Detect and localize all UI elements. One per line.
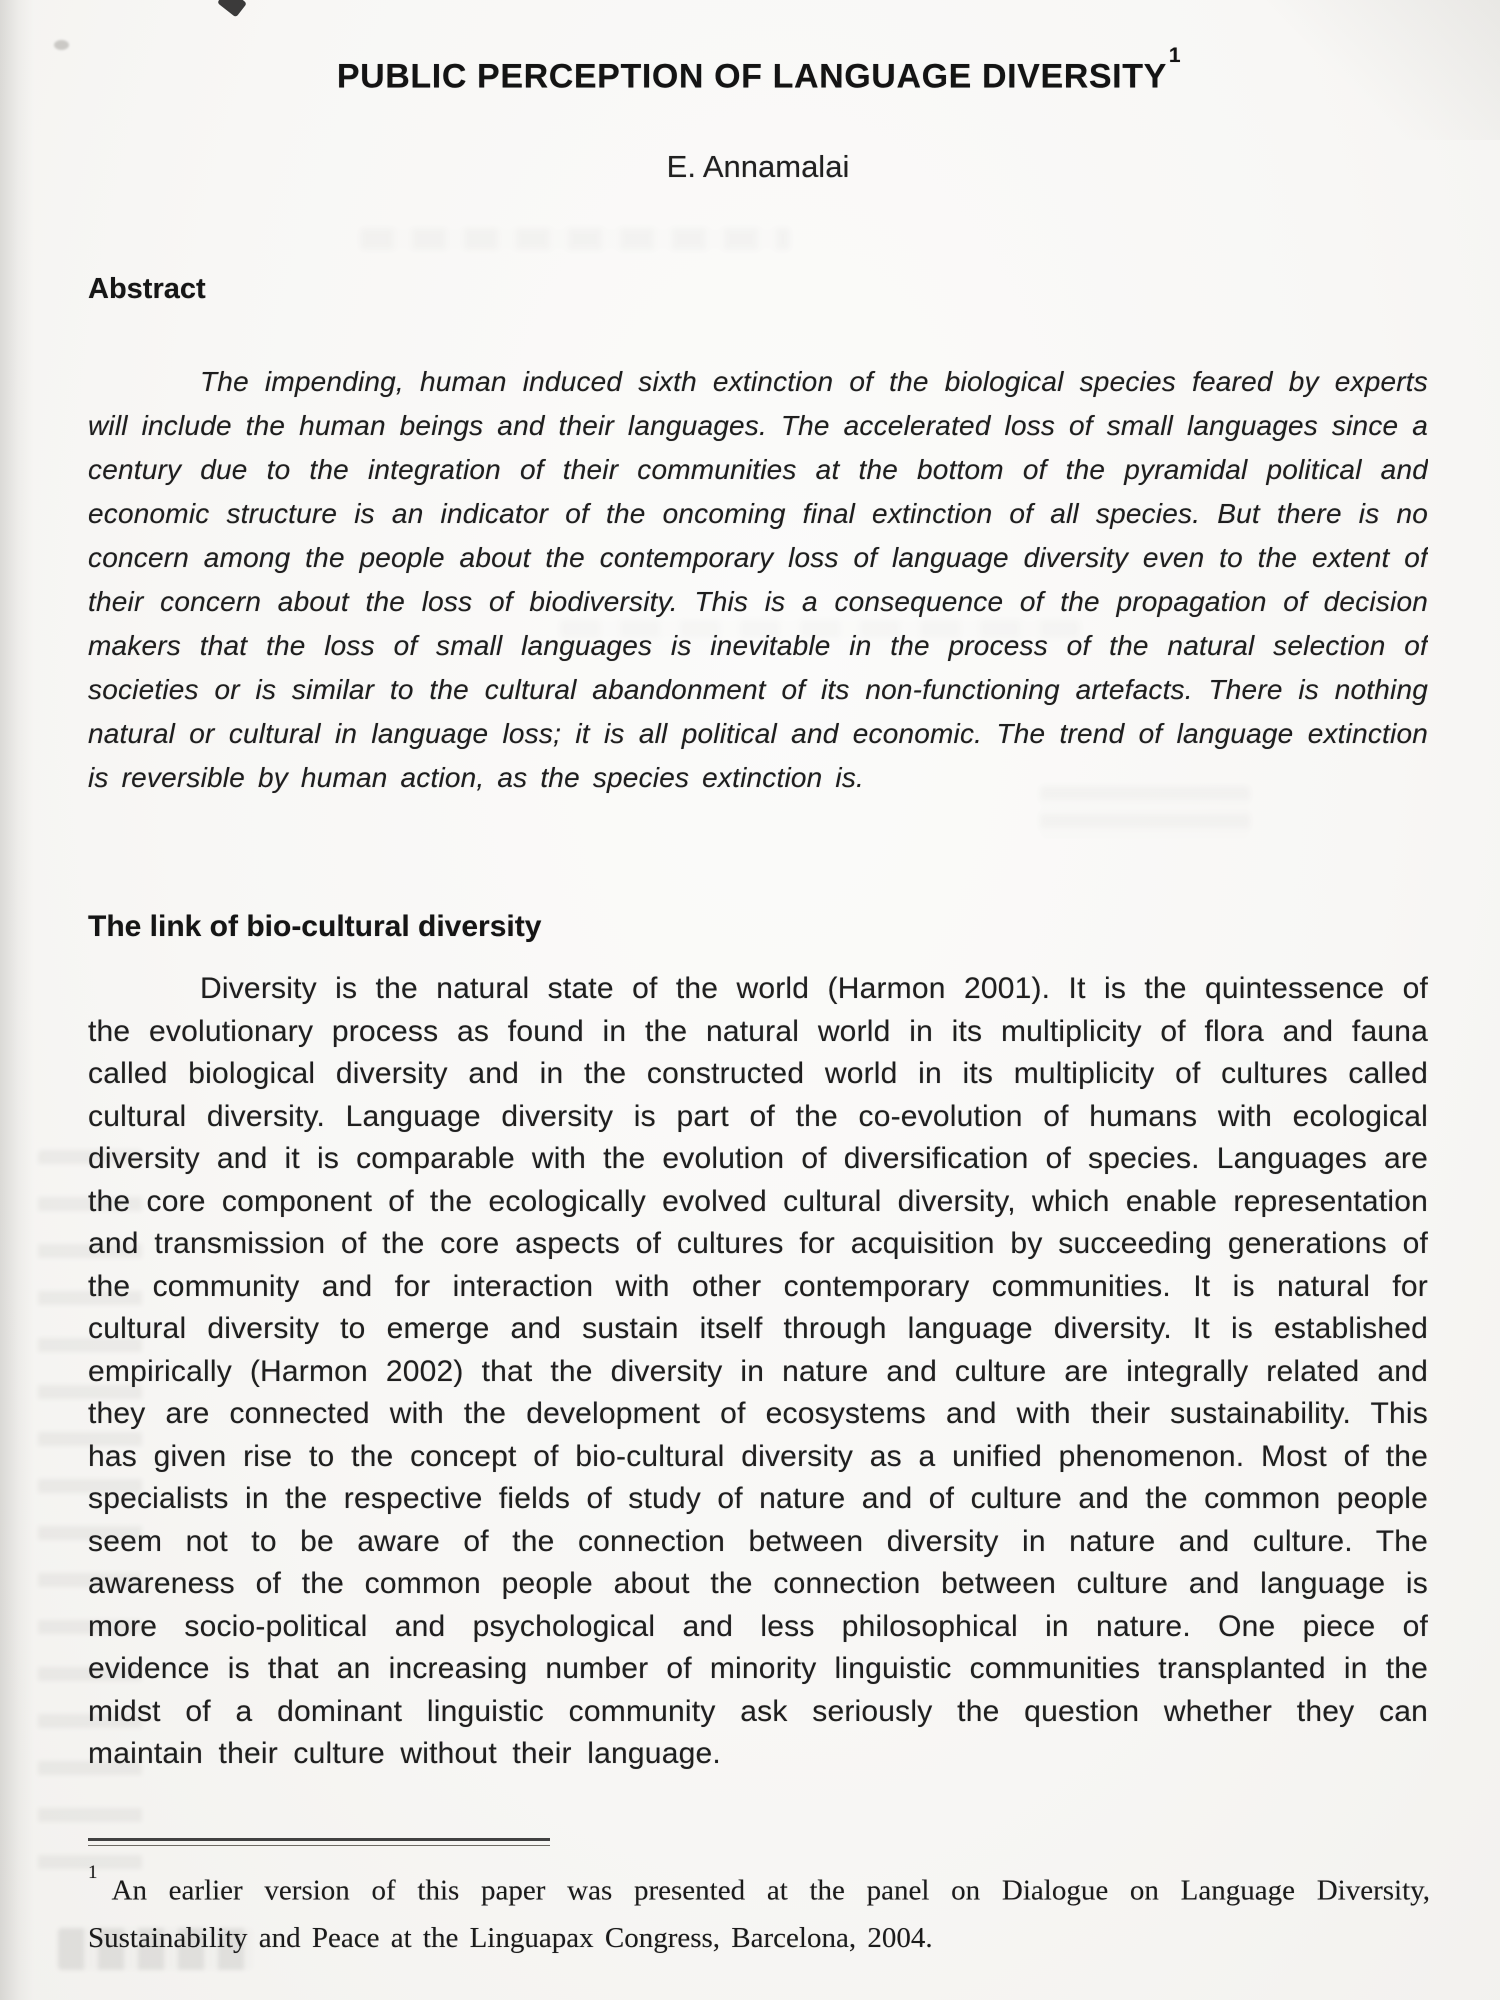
abstract-paragraph: The impending, human induced sixth extinction of the biological species feared by experts will include the human beings and their languages. The accelerated loss of small languages since a century due to the integration of their communities at the bottom of the pyramidal political and economic structure is an indicator of the oncoming final extinction of all species. But there is no concern among the people about the contemporary loss of language diversity even to the extent of their concern about the loss of biodiversity. This is a consequence of the propagation of decision makers that the loss of small languages is inevitable in the process of the natural selection of societies or is similar to the cultural abandonment of its non-functioning artefacts. There is nothing natural or cultural in language loss; it is all political and economic. The trend of language extinction is reversible by human action, as the species extinction is. <box>88 366 1428 794</box>
author-name: E. Annamalai <box>666 149 850 185</box>
abstract-heading: Abstract <box>88 273 206 306</box>
body-paragraph: Diversity is the natural state of the world (Harmon 2001). It is the quintessence of the evolutionary process as found in the natural world in its multiplicity of flora and fauna called biological diversity and in the constructed world in its multiplicity of cultures called cultural diversity. Language diversity is part of the co-evolution of humans with ecological diversity and it is comparable with the evolution of diversification of species. Languages are the core component of the ecologically evolved cultural diversity, which enable representation and transmission of the core aspects of cultures for acquisition by succeeding generations of the community and for interaction with other contemporary communities. It is natural for cultural diversity to emerge and sustain itself through language diversity. It is established empirically (Harmon 2002) that the diversity in nature and culture are integrally related and they are connected with the development of ecosystems and with their sustainability. This has given rise to the concept of bio-cultural diversity as a unified phenomenon. Most of the specialists in the respective fields of study of nature and of culture and the common people seem not to be aware of the connection between diversity in nature and culture. The awareness of the common people about the connection between culture and language is more socio-political and psychological and less philosophical in nature. One piece of evidence is that an increasing number of minority linguistic communities transplanted in the midst of a dominant linguistic community ask seriously the question whether they can maintain their culture without their language. <box>88 972 1428 1771</box>
footnote-marker: 1 <box>88 1862 98 1883</box>
footnote-separator <box>88 1838 550 1846</box>
paper-title-text: PUBLIC PERCEPTION OF LANGUAGE DIVERSITY <box>336 57 1167 96</box>
title-footnote-ref: 1 <box>1168 44 1182 67</box>
section-heading: The link of bio-cultural diversity <box>88 910 542 944</box>
paper-title <box>88 44 1428 97</box>
footnote-area <box>88 1838 1430 1962</box>
footnote-text: An earlier version of this paper was presented at the panel on Dialogue on Language Diversity, Sustainability and Peace at the Linguapax Congress, Barcelona, 2004. <box>88 1874 1430 1954</box>
footnote <box>88 1860 1430 1962</box>
